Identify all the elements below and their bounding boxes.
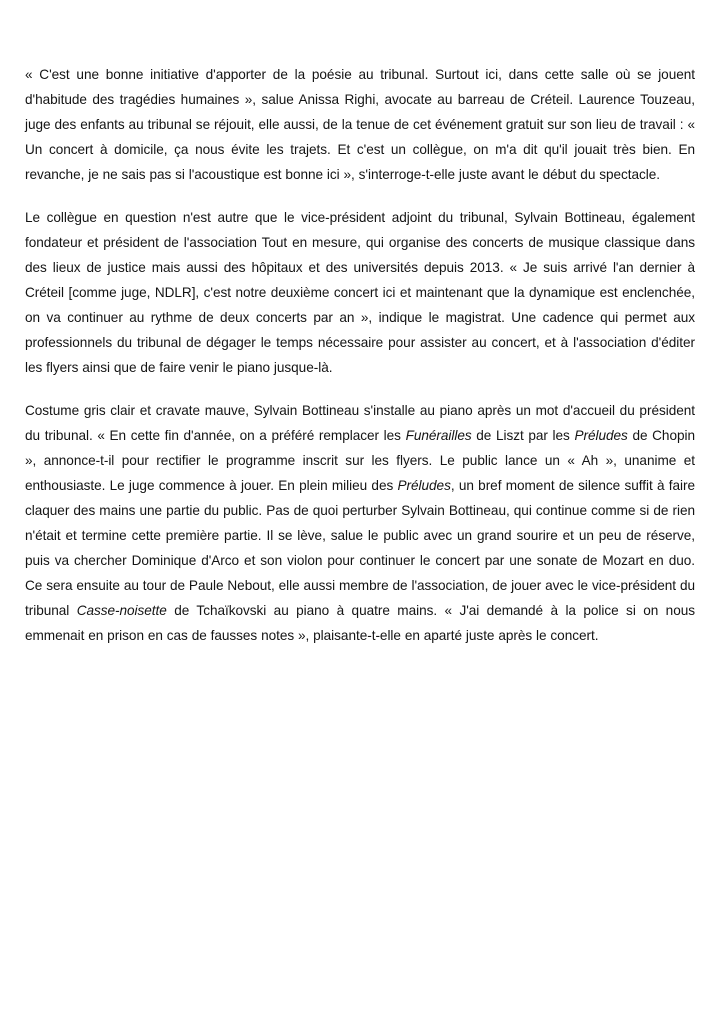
article-body xyxy=(25,62,695,648)
paragraph-1 xyxy=(25,62,695,187)
work-title: Casse-noisette xyxy=(76,603,167,618)
paragraph-3 xyxy=(25,398,695,648)
work-title: Funérailles xyxy=(405,428,472,443)
work-title: Préludes xyxy=(574,428,628,443)
text-run: Costume gris clair et cravate mauve, Sylvain Bottineau s'installe au piano après un mot d'accueil du président du tribunal. « En cette fin d'année, on a préféré remplacer les xyxy=(25,403,695,443)
work-title: Préludes xyxy=(397,478,451,493)
text-run: , un bref moment de silence suffit à faire claquer des mains une partie du public. Pas de quoi perturber Sylvain Bottineau, qui continue comme si de rien n'était et termine cette première partie. Il se lève, salue le public avec un grand sourire et un peu de réserve, puis va chercher Dominique d'Arco et son violon pour continuer le concert par une sonate de Mozart en duo. Ce sera ensuite au tour de Paule Nebout, elle aussi membre de l'association, de jouer avec le vice-président du tribunal xyxy=(25,478,696,618)
paragraph-2 xyxy=(25,205,695,380)
text-run: de Liszt par les xyxy=(471,428,575,443)
text-run: « C'est une bonne initiative d'apporter de la poésie au tribunal. Surtout ici, dans cette salle où se jouent d'habitude des tragédies humaines », salue Anissa Righi, avocate au barreau de Créteil. Laurence Touzeau, juge des enfants au tribunal se réjouit, elle aussi, de la tenue de cet événement gratuit sur son lieu de travail : « Un concert à domicile, ça nous évite les trajets. Et c'est un collègue, on m'a dit qu'il jouait très bien. En revanche, je ne sais pas si l'acoustique est bonne ici », s'interroge-t-elle juste avant le début du spectacle. xyxy=(25,67,695,182)
text-run: de Tchaïkovski au piano à quatre mains. « J'ai demandé à la police si on nous emmenait en prison en cas de fausses notes », plaisante-t-elle en aparté juste après le concert. xyxy=(25,603,695,643)
text-run: de Chopin », annonce-t-il pour rectifier le programme inscrit sur les flyers. Le public lance un « Ah », unanime et enthousiaste. Le juge commence à jouer. En plein milieu des xyxy=(25,428,695,493)
text-run: Le collègue en question n'est autre que le vice-président adjoint du tribunal, Sylvain Bottineau, également fondateur et président de l'association Tout en mesure, qui organise des concerts de musique classique dans des lieux de justice mais aussi des hôpitaux et des universités depuis 2013. « Je suis arrivé l'an dernier à Créteil [comme juge, NDLR], c'est notre deuxième concert ici et maintenant que la dynamique est enclenchée, on va continuer au rythme de deux concerts par an », indique le magistrat. Une cadence qui permet aux professionnels du tribunal de dégager le temps nécessaire pour assister au concert, et à l'association d'éditer les flyers ainsi que de faire venir le piano jusque-là. xyxy=(25,210,695,375)
